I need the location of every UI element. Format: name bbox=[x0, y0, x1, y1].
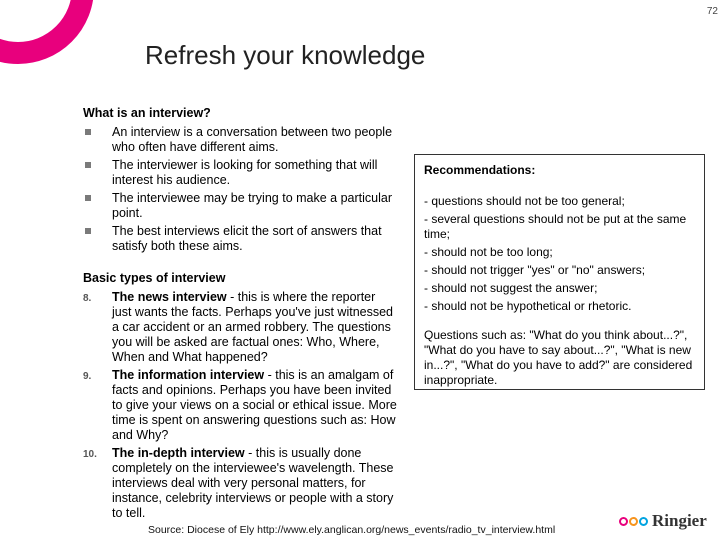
source-citation: Source: Diocese of Ely http://www.ely.anglican.org/news_events/radio_tv_interview.html bbox=[148, 524, 556, 536]
left-column bbox=[83, 106, 398, 524]
ringier-logo bbox=[619, 511, 707, 531]
logo-circle-icon bbox=[639, 517, 648, 526]
square-bullet-icon bbox=[85, 162, 91, 168]
slide-title: Refresh your knowledge bbox=[145, 40, 426, 70]
square-bullet-icon bbox=[85, 228, 91, 234]
recommendations-box bbox=[414, 154, 705, 390]
item-number: 9. bbox=[83, 371, 92, 382]
logo-circle-icon bbox=[619, 517, 628, 526]
types-heading: Basic types of interview bbox=[83, 271, 226, 285]
decorative-ring bbox=[0, 0, 94, 64]
recommendation-line: - should not be too long; bbox=[424, 245, 553, 259]
list-item bbox=[83, 224, 398, 254]
list-item bbox=[83, 191, 398, 221]
item-number: 10. bbox=[83, 449, 97, 460]
list-item bbox=[83, 125, 398, 155]
square-bullet-icon bbox=[85, 195, 91, 201]
recommendations-questions: Questions such as: "What do you think about...?", "What do you have to say about...?", "What is new in...?", "What do you have to add?" are considered inappropriate. bbox=[424, 328, 693, 387]
interview-bullet-list bbox=[83, 125, 398, 254]
interview-heading: What is an interview? bbox=[83, 106, 211, 120]
item-title: The information interview bbox=[112, 368, 265, 382]
item-text: - this is where the reporter just wants the facts. Perhaps you've just witnessed a car accident or an armed robbery. The questions you will be asked are factual ones: Who, Where, When and What happened? bbox=[112, 290, 393, 364]
bullet-text: An interview is a conversation between two people who often have different aims. bbox=[112, 125, 393, 154]
recommendations-heading: Recommendations: bbox=[424, 163, 536, 177]
bullet-text: The best interviews elicit the sort of answers that satisfy both these aims. bbox=[112, 224, 382, 253]
list-item bbox=[83, 158, 398, 188]
page-number: 72 bbox=[706, 6, 718, 17]
item-title: The in-depth interview bbox=[112, 446, 245, 460]
recommendation-line: - questions should not be too general; bbox=[424, 194, 625, 208]
recommendation-line: - should not be hypothetical or rhetoric. bbox=[424, 299, 632, 313]
logo-circle-icon bbox=[629, 517, 638, 526]
item-text: - this is usually done completely on the interviewee's wavelength. These interviews deal with very personal matters, for instance, celebrity interviews or people with a story to tell. bbox=[112, 446, 394, 520]
recommendation-line: - should not suggest the answer; bbox=[424, 281, 598, 295]
types-list bbox=[83, 290, 398, 521]
item-number: 8. bbox=[83, 293, 92, 304]
logo-circles-icon bbox=[619, 517, 649, 526]
item-title: The news interview bbox=[112, 290, 227, 304]
recommendation-line: - several questions should not be put at the same time; bbox=[424, 212, 687, 241]
square-bullet-icon bbox=[85, 129, 91, 135]
logo-text: Ringier bbox=[652, 511, 707, 530]
item-text: - this is an amalgam of facts and opinions. Perhaps you have been invited to give your views on a social or ethical issue. More time is spent on answering questions such as: How and Why? bbox=[112, 368, 397, 442]
bullet-text: The interviewee may be trying to make a particular point. bbox=[112, 191, 392, 220]
bullet-text: The interviewer is looking for something that will interest his audience. bbox=[112, 158, 378, 187]
list-item bbox=[83, 290, 398, 365]
recommendation-line: - should not trigger "yes" or "no" answers; bbox=[424, 263, 646, 277]
list-item bbox=[83, 368, 398, 443]
list-item bbox=[83, 446, 398, 521]
